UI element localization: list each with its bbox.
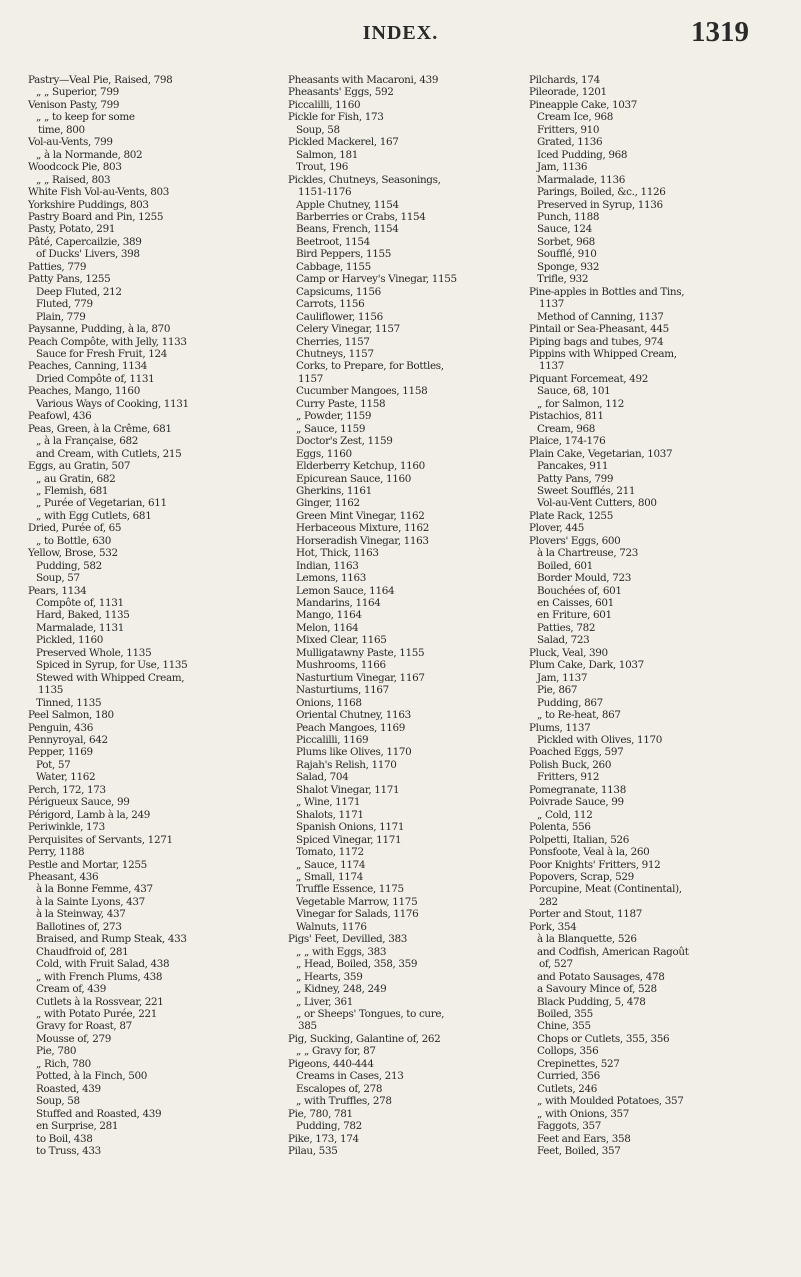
index-entry: „ „ Raised, 803 [36, 173, 111, 186]
index-entry: Apple Chutney, 1154 [296, 198, 399, 211]
index-entry: Indian, 1163 [296, 559, 359, 572]
index-entry: Beetroot, 1154 [296, 235, 370, 248]
index-entry: Paysanne, Pudding, à la, 870 [28, 323, 171, 336]
index-entry: „ au Gratin, 682 [36, 472, 116, 485]
index-entry: Vegetable Marrow, 1175 [296, 895, 418, 908]
index-entry: Piccalilli, 1169 [296, 734, 369, 747]
index-entry: Tinned, 1135 [36, 696, 102, 709]
index-entry: Mulligatawny Paste, 1155 [296, 646, 425, 659]
index-entry: Walnuts, 1176 [296, 920, 367, 933]
index-entry: Iced Pudding, 968 [537, 148, 628, 161]
index-entry: à la Sainte Lyons, 437 [36, 895, 145, 908]
index-entry: Peafowl, 436 [28, 410, 92, 423]
index-entry: Epicurean Sauce, 1160 [296, 472, 412, 485]
index-entry: Roasted, 439 [36, 1082, 101, 1095]
index-entry: „ Kidney, 248, 249 [296, 983, 387, 996]
index-entry: Porcupine, Meat (Continental), [529, 883, 682, 896]
index-entry: Salad, 723 [537, 634, 590, 647]
index-entry: Périgueux Sauce, 99 [28, 796, 130, 809]
index-entry: 1151-1176 [298, 186, 352, 199]
index-entry: „ with French Plums, 438 [36, 970, 163, 983]
index-entry: Beans, French, 1154 [296, 223, 399, 236]
index-entry: Pickles, Chutneys, Seasonings, [288, 173, 441, 186]
index-entry: Pickled with Olives, 1170 [537, 734, 663, 747]
index-entry: „ Rich, 780 [36, 1057, 91, 1070]
index-entry: Chaudfroid of, 281 [36, 945, 129, 958]
index-entry: Pastry—Veal Pie, Raised, 798 [28, 74, 173, 86]
index-entry: Bird Peppers, 1155 [296, 248, 392, 261]
index-entry: „ „ to keep for some [36, 111, 135, 124]
index-entry: Rajah's Relish, 1170 [296, 758, 397, 771]
index-entry: Gravy for Roast, 87 [36, 1020, 132, 1033]
index-entry: Stewed with Whipped Cream, [36, 671, 185, 684]
index-entry: Spiced in Syrup, for Use, 1135 [36, 659, 188, 672]
index-entry: Pie, 780 [36, 1045, 77, 1058]
index-entry: Pilau, 535 [288, 1144, 338, 1157]
index-entry: Faggots, 357 [537, 1120, 602, 1133]
index-entry: Peas, Green, à la Crême, 681 [28, 422, 172, 435]
index-entry: Pluck, Veal, 390 [529, 646, 608, 659]
index-entry: Curry Paste, 1158 [296, 397, 386, 410]
index-entry: Salad, 704 [296, 771, 349, 784]
index-entry: Cucumber Mangoes, 1158 [296, 385, 428, 398]
index-entry: a Savoury Mince of, 528 [537, 983, 657, 996]
index-entry: „ Head, Boiled, 358, 359 [296, 958, 418, 971]
index-entry: Dried Compôte of, 1131 [36, 372, 155, 385]
index-entry: Spiced Vinegar, 1171 [296, 833, 402, 846]
index-entry: „ with Moulded Potatoes, 357 [537, 1095, 684, 1108]
index-entry: White Fish Vol-au-Vents, 803 [28, 186, 169, 199]
index-entry: Plaice, 174-176 [529, 435, 606, 448]
index-entry: Soup, 57 [36, 572, 80, 585]
page-header [0, 0, 801, 70]
index-entry: „ to Re-heat, 867 [537, 709, 621, 722]
index-entry: Tomato, 1172 [296, 846, 364, 859]
index-entry: Pickle for Fish, 173 [288, 111, 384, 124]
index-entry: „ Cold, 112 [537, 808, 593, 821]
index-entry: 1157 [298, 372, 324, 385]
index-entry: Fritters, 910 [537, 123, 600, 136]
index-entry: Jam, 1136 [537, 161, 588, 174]
index-entry: Périgord, Lamb à la, 249 [28, 808, 151, 821]
index-entry: Pigs' Feet, Devilled, 383 [288, 933, 407, 946]
index-entry: Cream, 968 [537, 422, 596, 435]
index-entry: Feet, Boiled, 357 [537, 1144, 621, 1157]
index-entry: of, 527 [539, 958, 573, 971]
index-entry: Polish Buck, 260 [529, 758, 612, 771]
index-entry: Periwinkle, 173 [28, 821, 105, 834]
index-entry: Polenta, 556 [529, 821, 591, 834]
index-entry: Peach Mangoes, 1169 [296, 721, 405, 734]
index-entry: Various Ways of Cooking, 1131 [36, 397, 189, 410]
index-entry: Piping bags and tubes, 974 [529, 335, 664, 348]
index-entry: Plover, 445 [529, 522, 585, 535]
index-entry: Pippins with Whipped Cream, [529, 347, 677, 360]
index-entry: Perquisites of Servants, 1271 [28, 833, 173, 846]
index-entry: Peel Salmon, 180 [28, 709, 114, 722]
index-entry: Pancakes, 911 [537, 460, 609, 473]
index-entry: Plain Cake, Vegetarian, 1037 [529, 447, 673, 460]
index-entry: Gherkins, 1161 [296, 484, 372, 497]
index-columns [0, 74, 801, 1274]
index-entry: Pâté, Capercailzie, 389 [28, 235, 142, 248]
index-entry: Braised, and Rump Steak, 433 [36, 933, 187, 946]
index-entry: „ Wine, 1171 [296, 796, 361, 809]
index-entry: Cherries, 1157 [296, 335, 370, 348]
index-entry: Pheasant, 436 [28, 871, 99, 883]
index-entry: Lemon Sauce, 1164 [296, 584, 395, 597]
index-entry: Black Pudding, 5, 478 [537, 995, 646, 1008]
index-entry: Yellow, Brose, 532 [28, 547, 118, 560]
index-entry: Fluted, 779 [36, 298, 93, 311]
index-entry: Pistachios, 811 [529, 410, 604, 423]
index-entry: „ Liver, 361 [296, 995, 353, 1008]
index-entry: Sauce, 124 [537, 223, 592, 236]
index-entry: Collops, 356 [537, 1045, 599, 1058]
index-entry: Popovers, Scrap, 529 [529, 871, 634, 883]
index-entry: to Boil, 438 [36, 1132, 93, 1145]
index-entry: Capsicums, 1156 [296, 285, 381, 298]
index-entry: Piccalilli, 1160 [288, 98, 361, 111]
index-entry: en Surprise, 281 [36, 1120, 119, 1133]
index-entry: Shalot Vinegar, 1171 [296, 783, 400, 796]
index-entry: 282 [539, 895, 558, 908]
index-entry: Pestle and Mortar, 1255 [28, 858, 147, 871]
index-entry: Soup, 58 [296, 123, 340, 136]
index-entry: Cutlets, 246 [537, 1082, 598, 1095]
index-entry: Ponsfoote, Veal à la, 260 [529, 846, 650, 859]
index-entry: Cauliflower, 1156 [296, 310, 383, 323]
index-entry: Pie, 780, 781 [288, 1107, 353, 1120]
index-entry: Mango, 1164 [296, 609, 362, 622]
index-entry: Ginger, 1162 [296, 497, 360, 510]
index-entry: Pickled Mackerel, 167 [288, 136, 399, 149]
index-entry: Doctor's Zest, 1159 [296, 435, 393, 448]
index-entry: Yorkshire Puddings, 803 [28, 198, 149, 211]
index-entry: Salmon, 181 [296, 148, 359, 161]
index-entry: Perry, 1188 [28, 846, 85, 859]
index-entry: Patty Pans, 1255 [28, 273, 111, 286]
index-entry: Poor Knights' Fritters, 912 [529, 858, 661, 871]
index-entry: Chutneys, 1157 [296, 347, 374, 360]
index-entry: and Codfish, American Ragoût [537, 945, 689, 958]
index-entry: Punch, 1188 [537, 210, 600, 223]
index-entry: Peaches, Canning, 1134 [28, 360, 148, 373]
index-entry: „ to Bottle, 630 [36, 534, 111, 547]
index-entry: time, 800 [38, 123, 85, 136]
index-entry: Green Mint Vinegar, 1162 [296, 509, 425, 522]
index-entry: Stuffed and Roasted, 439 [36, 1107, 162, 1120]
index-entry: Horseradish Vinegar, 1163 [296, 534, 429, 547]
page-number: 1319 [691, 16, 749, 48]
index-entry: Creams in Cases, 213 [296, 1070, 404, 1083]
index-entry: „ à la Française, 682 [36, 435, 138, 448]
index-entry: „ or Sheeps' Tongues, to cure, [296, 1007, 445, 1020]
index-entry: Boiled, 355 [537, 1007, 593, 1020]
index-entry: en Caisses, 601 [537, 597, 614, 610]
index-entry: Pheasants with Macaroni, 439 [288, 74, 439, 86]
index-entry: Melon, 1164 [296, 621, 359, 634]
index-entry: Mandarins, 1164 [296, 597, 381, 610]
index-entry: Pileorade, 1201 [529, 86, 607, 99]
index-entry: and Potato Sausages, 478 [537, 970, 665, 983]
index-entry: Trout, 196 [296, 161, 348, 174]
index-entry: Plums like Olives, 1170 [296, 746, 412, 759]
index-entry: Chops or Cutlets, 355, 356 [537, 1032, 670, 1045]
index-entry: Method of Canning, 1137 [537, 310, 664, 323]
index-entry: „ à la Normande, 802 [36, 148, 143, 161]
index-entry: Cream Ice, 968 [537, 111, 614, 124]
index-entry: Ballotines of, 273 [36, 920, 122, 933]
index-entry: Elderberry Ketchup, 1160 [296, 460, 425, 473]
index-entry: 385 [298, 1020, 317, 1033]
index-entry: „ „ Gravy for, 87 [296, 1045, 376, 1058]
index-entry: „ Flemish, 681 [36, 484, 109, 497]
index-entry: 1137 [539, 298, 565, 311]
index-entry: Mousse of, 279 [36, 1032, 111, 1045]
index-entry: Sauce, 68, 101 [537, 385, 611, 398]
index-entry: Deep Fluted, 212 [36, 285, 122, 298]
index-entry: Cold, with Fruit Salad, 438 [36, 958, 170, 971]
index-entry: „ Sauce, 1159 [296, 422, 366, 435]
index-entry: Hot, Thick, 1163 [296, 547, 379, 560]
index-entry: à la Steinway, 437 [36, 908, 126, 921]
index-entry: Dried, Purée of, 65 [28, 522, 122, 535]
index-entry: Plovers' Eggs, 600 [529, 534, 621, 547]
index-entry: Border Mould, 723 [537, 572, 631, 585]
index-entry: Eggs, 1160 [296, 447, 352, 460]
index-entry: Patty Pans, 799 [537, 472, 614, 485]
index-entry: Pomegranate, 1138 [529, 783, 626, 796]
index-entry: Plums, 1137 [529, 721, 591, 734]
index-entry: Pineapple Cake, 1037 [529, 98, 638, 111]
index-entry: Pig, Sucking, Galantine of, 262 [288, 1032, 441, 1045]
index-entry: Marmalade, 1131 [36, 621, 124, 634]
index-entry: Compôte of, 1131 [36, 597, 124, 610]
index-entry: Plate Rack, 1255 [529, 509, 613, 522]
index-entry: Celery Vinegar, 1157 [296, 323, 400, 336]
index-entry: Sauce for Fresh Fruit, 124 [36, 347, 168, 360]
index-entry: à la Bonne Femme, 437 [36, 883, 153, 896]
index-entry: Oriental Chutney, 1163 [296, 709, 411, 722]
index-entry: „ Purée of Vegetarian, 611 [36, 497, 167, 510]
index-entry: à la Chartreuse, 723 [537, 547, 639, 560]
index-entry: à la Blanquette, 526 [537, 933, 637, 946]
index-entry: „ Sauce, 1174 [296, 858, 366, 871]
index-entry: Carrots, 1156 [296, 298, 365, 311]
index-entry: Peaches, Mango, 1160 [28, 385, 140, 398]
index-entry: 1137 [539, 360, 565, 373]
index-entry: Pudding, 782 [296, 1120, 362, 1133]
index-entry: Mushrooms, 1166 [296, 659, 386, 672]
index-entry: Preserved Whole, 1135 [36, 646, 152, 659]
index-entry: Eggs, au Gratin, 507 [28, 460, 131, 473]
index-entry: Pudding, 867 [537, 696, 603, 709]
index-entry: Pasty, Potato, 291 [28, 223, 116, 236]
index-entry: Curried, 356 [537, 1070, 600, 1083]
index-entry: Escalopes of, 278 [296, 1082, 383, 1095]
index-entry: „ with Egg Cutlets, 681 [36, 509, 152, 522]
index-entry: Feet and Ears, 358 [537, 1132, 631, 1145]
index-entry: Pigeons, 440-444 [288, 1057, 374, 1070]
index-entry: en Friture, 601 [537, 609, 612, 622]
index-entry: Soufflé, 910 [537, 248, 597, 261]
index-entry: Truffle Essence, 1175 [296, 883, 404, 896]
index-entry: Pine-apples in Bottles and Tins, [529, 285, 685, 298]
index-entry: Plain, 779 [36, 310, 86, 323]
index-entry: Pheasants' Eggs, 592 [288, 86, 394, 99]
index-entry: „ Small, 1174 [296, 871, 363, 883]
index-entry: Sweet Soufflés, 211 [537, 484, 636, 497]
index-entry: „ with Truffles, 278 [296, 1095, 392, 1108]
index-entry: Vinegar for Salads, 1176 [296, 908, 419, 921]
index-entry: Parings, Boiled, &c., 1126 [537, 186, 666, 199]
index-entry: Barberries or Crabs, 1154 [296, 210, 426, 223]
index-entry: Fritters, 912 [537, 771, 600, 784]
index-entry: and Cream, with Cutlets, 215 [36, 447, 182, 460]
index-entry: Spanish Onions, 1171 [296, 821, 405, 834]
index-entry: Pickled, 1160 [36, 634, 104, 647]
index-entry: Sorbet, 968 [537, 235, 595, 248]
index-entry: Onions, 1168 [296, 696, 362, 709]
index-entry: Crepinettes, 527 [537, 1057, 620, 1070]
index-entry: Bouchées of, 601 [537, 584, 622, 597]
index-entry: Nasturtiums, 1167 [296, 684, 389, 697]
index-entry: Pie, 867 [537, 684, 578, 697]
index-entry: Camp or Harvey's Vinegar, 1155 [296, 273, 457, 286]
index-entry: Lemons, 1163 [296, 572, 367, 585]
index-entry: Plum Cake, Dark, 1037 [529, 659, 644, 672]
index-entry: Pintail or Sea-Pheasant, 445 [529, 323, 669, 336]
index-entry: Pudding, 582 [36, 559, 102, 572]
index-entry: Cream of, 439 [36, 983, 107, 996]
index-entry: Jam, 1137 [537, 671, 588, 684]
index-entry: Porter and Stout, 1187 [529, 908, 642, 921]
index-entry: Pepper, 1169 [28, 746, 93, 759]
index-entry: Mixed Clear, 1165 [296, 634, 387, 647]
index-entry: „ with Onions, 357 [537, 1107, 630, 1120]
index-entry: „ „ Superior, 799 [36, 86, 119, 99]
index-entry: „ with Potato Purée, 221 [36, 1007, 157, 1020]
index-entry: Marmalade, 1136 [537, 173, 625, 186]
index-entry: Vol-au-Vents, 799 [28, 136, 113, 149]
index-entry: Cabbage, 1155 [296, 260, 371, 273]
index-entry: Sponge, 932 [537, 260, 600, 273]
index-entry: of Ducks' Livers, 398 [36, 248, 140, 261]
index-entry: Pike, 173, 174 [288, 1132, 359, 1145]
index-entry: Pilchards, 174 [529, 74, 600, 86]
index-entry: Chine, 355 [537, 1020, 591, 1033]
index-entry: Patties, 779 [28, 260, 87, 273]
index-entry: Potted, à la Finch, 500 [36, 1070, 148, 1083]
index-entry: Poivrade Sauce, 99 [529, 796, 624, 809]
page-title: INDEX. [362, 22, 439, 44]
index-entry: Venison Pasty, 799 [28, 98, 120, 111]
index-entry: Shalots, 1171 [296, 808, 364, 821]
index-entry: „ Powder, 1159 [296, 410, 372, 423]
index-entry: Perch, 172, 173 [28, 783, 106, 796]
index-entry: Soup, 58 [36, 1095, 80, 1108]
index-entry: Corks, to Prepare, for Bottles, [296, 360, 444, 373]
index-entry: Patties, 782 [537, 621, 596, 634]
index-entry: 1135 [38, 684, 64, 697]
index-entry: Pennyroyal, 642 [28, 734, 108, 747]
index-column-3 [529, 74, 791, 1157]
index-entry: Nasturtium Vinegar, 1167 [296, 671, 425, 684]
index-entry: Vol-au-Vent Cutters, 800 [537, 497, 657, 510]
index-entry: Herbaceous Mixture, 1162 [296, 522, 430, 535]
index-entry: „ Hearts, 359 [296, 970, 363, 983]
index-entry: to Truss, 433 [36, 1144, 101, 1157]
index-entry: Pears, 1134 [28, 584, 87, 597]
index-entry: Preserved in Syrup, 1136 [537, 198, 663, 211]
index-entry: „ for Salmon, 112 [537, 397, 624, 410]
index-entry: „ „ with Eggs, 383 [296, 945, 387, 958]
index-entry: Boiled, 601 [537, 559, 593, 572]
index-entry: Woodcock Pie, 803 [28, 161, 122, 174]
index-column-2 [288, 74, 518, 1157]
index-column-1 [28, 74, 274, 1157]
index-entry: Polpetti, Italian, 526 [529, 833, 629, 846]
index-entry: Penguin, 436 [28, 721, 93, 734]
index-entry: Water, 1162 [36, 771, 96, 784]
index-entry: Hard, Baked, 1135 [36, 609, 130, 622]
index-entry: Poached Eggs, 597 [529, 746, 624, 759]
index-entry: Trifle, 932 [537, 273, 589, 286]
index-entry: Cutlets à la Rossvear, 221 [36, 995, 164, 1008]
index-entry: Peach Compôte, with Jelly, 1133 [28, 335, 187, 348]
index-entry: Pot, 57 [36, 758, 71, 771]
index-entry: Pork, 354 [529, 920, 577, 933]
index-entry: Piquant Forcemeat, 492 [529, 372, 648, 385]
index-entry: Pastry Board and Pin, 1255 [28, 210, 164, 223]
index-entry: Grated, 1136 [537, 136, 603, 149]
